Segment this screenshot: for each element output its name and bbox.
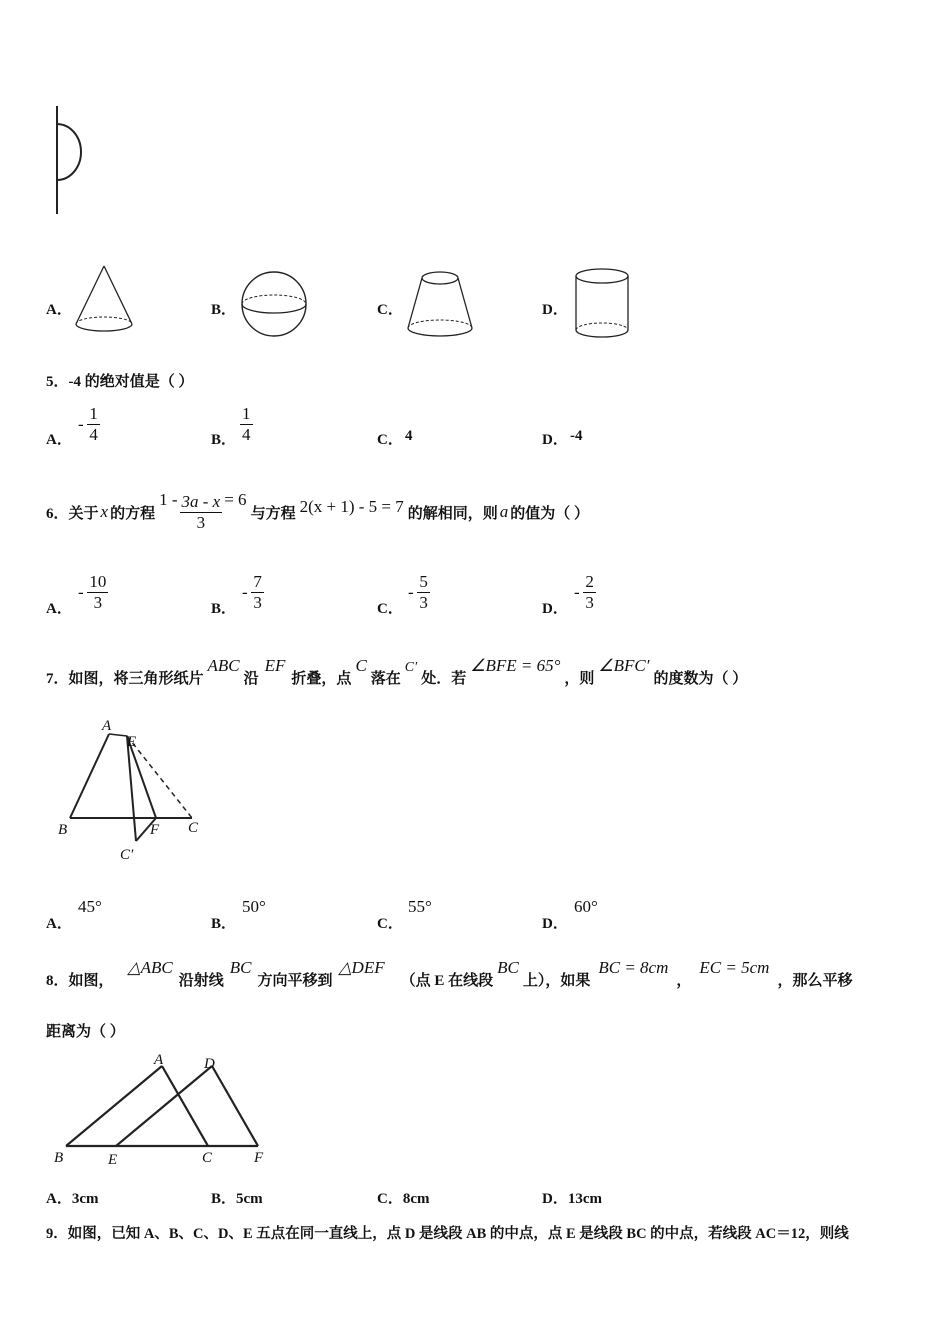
q7-label-f: F (150, 822, 160, 838)
q7-option-c-label: C． (377, 916, 403, 932)
q4-option-b-sphere-figure (240, 268, 320, 348)
q7-stem: 7．如图，将三角形纸片 ABC 沿 EF 折叠，点 C 落在 C′ 处．若 ∠BFE = 65° ，则 ∠BFC′ 的度数为（ ） (46, 656, 748, 687)
q4-option-b-label: B． (211, 302, 237, 318)
q7-option-c-value: 55° (408, 897, 432, 916)
q7-option-a-value: 45° (78, 897, 102, 916)
q8-stem-line1: 8．如图， △ABC 沿射线 BC 方向平移到 △DEF （点 E 在线段 BC 上），如果 BC = 8cm ， EC = 5cm ，那么平移 (46, 958, 853, 989)
q4-option-a-cone-figure (72, 262, 142, 342)
q7-label-b: B (58, 822, 68, 838)
q7-option-b-label: B． (211, 916, 237, 932)
q7-label-c: C (188, 820, 199, 836)
q5-option-a-label: A． (46, 432, 72, 448)
q8-option-d: D．13cm (542, 1191, 602, 1207)
q4-semicircle-figure (40, 100, 100, 220)
q4-option-a-label: A． (46, 302, 72, 318)
q5-option-d-label: D． (542, 432, 568, 448)
q7-triangle-fold-figure (52, 714, 212, 864)
q7-label-c-prime: C′ (120, 847, 134, 863)
q7-label-a: A (102, 718, 112, 734)
q4-option-c-label: C． (377, 302, 403, 318)
q6-option-a-label: A． (46, 601, 72, 617)
q8-label-d: D (204, 1056, 215, 1072)
q5-option-c-value: 4 (405, 428, 413, 444)
q8-option-c: C．8cm (377, 1191, 430, 1207)
q5-option-c-label: C． (377, 432, 403, 448)
q9-stem: 9．如图，已知 A、B、C、D、E 五点在同一直线上，点 D 是线段 AB 的中点，点 E 是线段 BC 的中点，若线段 AC＝12，则线 (46, 1226, 849, 1242)
q8-translation-figure (50, 1052, 290, 1172)
q6-option-c-value: - $\frac{5}{3}$ (408, 572, 428, 612)
q4-option-d-cylinder-figure (572, 264, 642, 344)
q6-stem: 6．关于 x 的方程 1 - $\frac{3a - x}{3}$ = 6 与方程 2(x + 1) - 5 = 7 的解相同，则 a 的值为（ ） (46, 490, 590, 532)
q7-option-a-label: A． (46, 916, 72, 932)
q8-option-a: A．3cm (46, 1191, 99, 1207)
q8-option-b: B．5cm (211, 1191, 263, 1207)
q5-option-d-value: -4 (570, 428, 583, 444)
q7-option-d-value: 60° (574, 897, 598, 916)
q7-option-b-value: 50° (242, 897, 266, 916)
q8-label-e: E (108, 1152, 118, 1168)
q6-option-d-value: - $\frac{2}{3}$ (574, 572, 594, 612)
q8-label-c: C (202, 1150, 213, 1166)
q6-option-b-label: B． (211, 601, 237, 617)
q7-option-d-label: D． (542, 916, 568, 932)
q8-label-f: F (254, 1150, 264, 1166)
q6-option-a-value: - $\frac{10}{3}$ (78, 572, 107, 612)
q8-label-a: A (154, 1052, 164, 1068)
q5-option-b-label: B． (211, 432, 237, 448)
q4-option-d-label: D． (542, 302, 568, 318)
q5-stem: 5．-4 的绝对值是（ ） (46, 374, 194, 390)
q4-option-c-frustum-figure (404, 266, 484, 346)
q5-option-b-value: $\frac{1}{4}$ (242, 404, 251, 444)
q6-option-c-label: C． (377, 601, 403, 617)
q6-option-b-value: - $\frac{7}{3}$ (242, 572, 262, 612)
q8-stem-line2: 距离为（ ） (46, 1024, 125, 1040)
q6-option-d-label: D． (542, 601, 568, 617)
q8-label-b: B (54, 1150, 64, 1166)
q7-label-e: E (127, 734, 137, 750)
q5-option-a-value: - $\frac{1}{4}$ (78, 404, 98, 444)
